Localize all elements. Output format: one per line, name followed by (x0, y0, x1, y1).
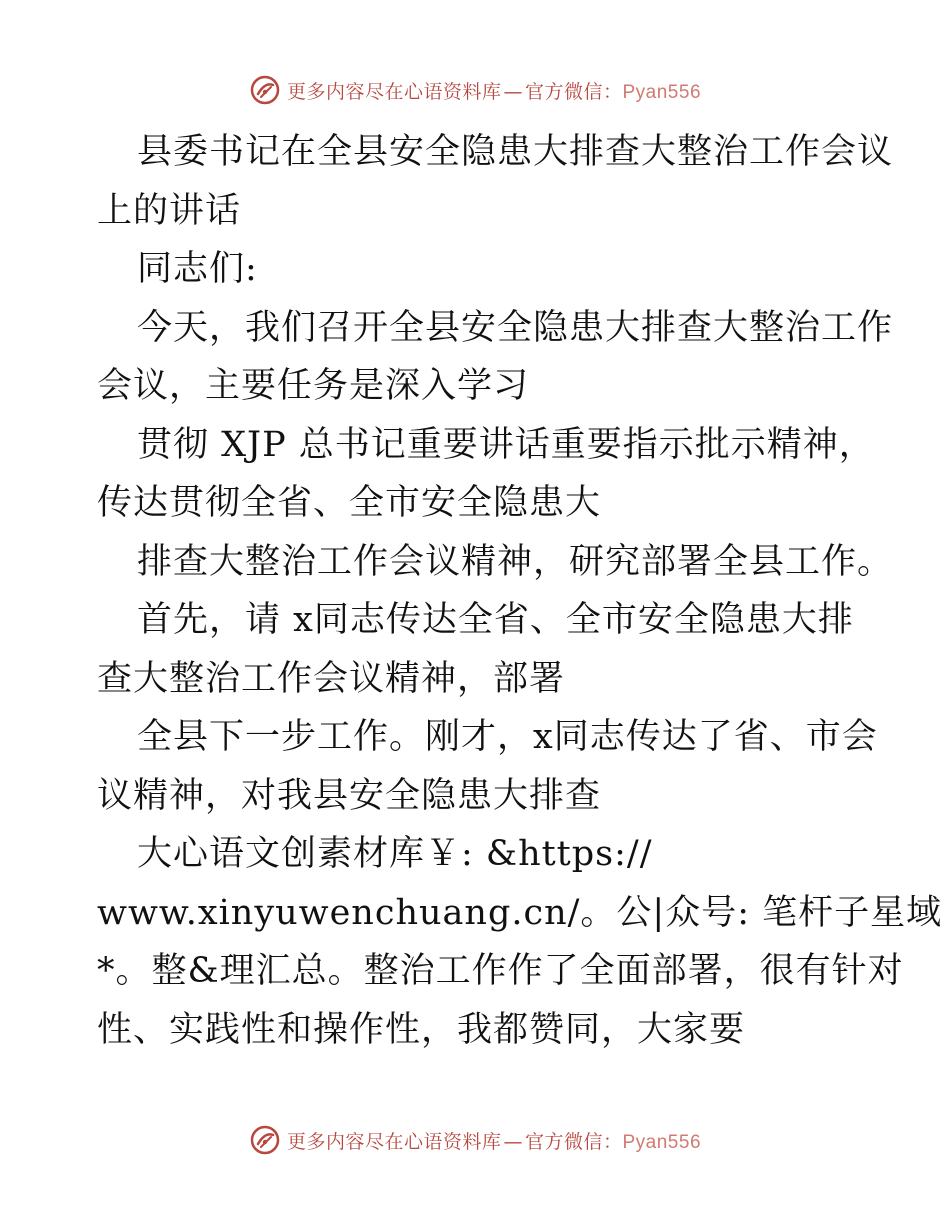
document-line: 大心语文创素材库￥: &https:// (137, 834, 653, 874)
document-line: 排查大整治工作会议精神，研究部署全县工作。 (137, 541, 894, 582)
document-line: 上的讲话 (97, 190, 242, 231)
banner-official-label: 官方微信： (524, 1130, 623, 1153)
banner-text (287, 77, 701, 104)
banner-slogan: 更多内容尽在心语资料库 (286, 80, 502, 103)
banner-dash: — (503, 80, 523, 103)
banner-text (287, 1127, 701, 1154)
document-line: www.xinyuwenchuang.cn/。公|众号: 笔杆子星域 (97, 892, 943, 933)
document-line: 今天，我们召开全县安全隐患大排查大整治工作 (137, 307, 894, 348)
document-line: 会议，主要任务是深入学习 (97, 366, 530, 406)
banner-slogan: 更多内容尽在心语资料库 (286, 1130, 502, 1153)
document-line: 传达贯彻全省、全市安全隐患大 (97, 483, 602, 523)
banner-official-label: 官方微信： (524, 80, 623, 103)
document-line: 议精神，对我县安全隐患大排查 (97, 775, 602, 816)
document-line: 县委书记在全县安全隐患大排查大整治工作会议 (137, 132, 894, 172)
document-line: *。整&理汇总。整治工作作了全面部署，很有针对 (97, 951, 904, 991)
banner-wechat-id: Pyan556 (622, 1131, 702, 1153)
banner-dash: — (503, 1130, 523, 1153)
logo-emblem-icon (249, 74, 281, 106)
document-line: 全县下一步工作。刚才，x同志传达了省、市会 (137, 717, 878, 757)
logo-emblem-icon (249, 1124, 281, 1156)
banner-wechat-id: Pyan556 (622, 81, 702, 103)
document-line: 首先，请 x同志传达全省、全市安全隐患大排 (137, 600, 854, 640)
document-line: 贯彻 XJP 总书记重要讲话重要指示批示精神， (137, 424, 875, 465)
document-line: 性、实践性和操作性，我都赞同，大家要 (97, 1009, 746, 1050)
document-line: 查大整治工作会议精神，部署 (97, 658, 566, 699)
document-line: 同志们: (137, 249, 258, 289)
header-watermark-banner (0, 70, 950, 110)
footer-watermark-banner (0, 1120, 950, 1160)
document-body (97, 123, 943, 1059)
